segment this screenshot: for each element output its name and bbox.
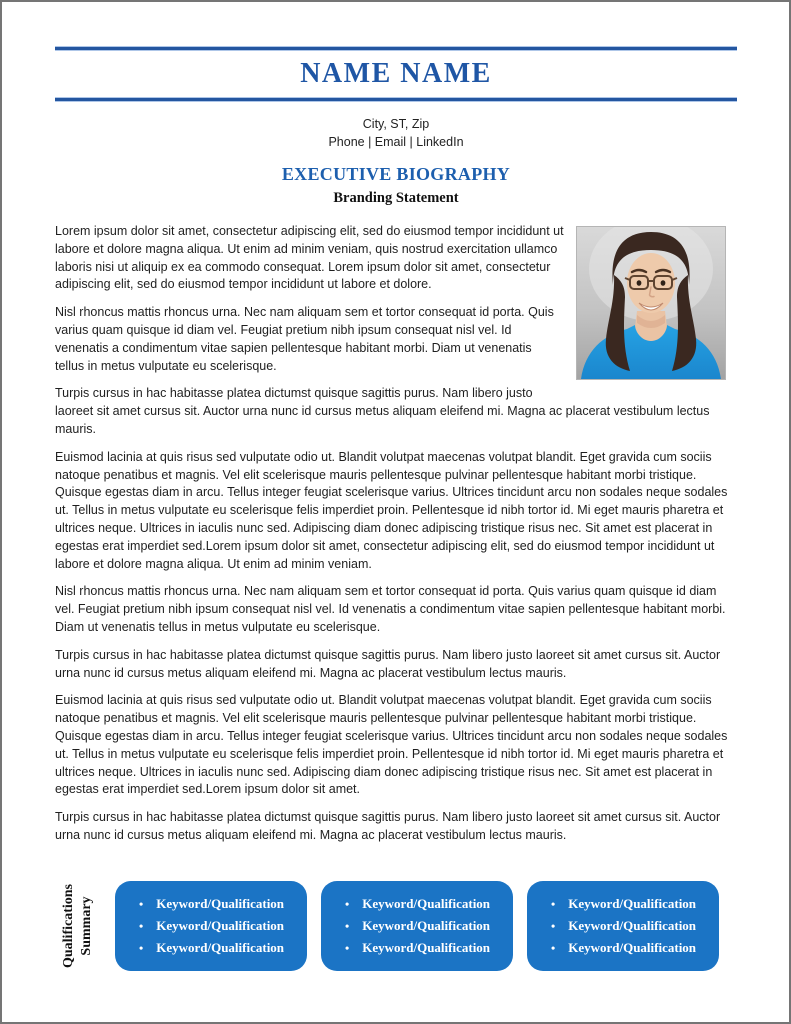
qualification-text: Keyword/Qualification: [568, 939, 697, 955]
bio-paragraph-5: Nisl rhoncus mattis rhoncus urna. Nec nam aliquam sem et tortor consequat id porta. Quis varius quam quisque id diam vel. Feugiat pretium nibh ipsum consequat nisl vel. Id venenatis a condimentum vitae sapien pellentesque habitant morbi. Diam ut venenatis tellus in metus vulputate eu scelerisque.: [55, 584, 726, 634]
qualification-item: [139, 893, 284, 915]
branding-statement: Branding Statement: [333, 190, 459, 206]
qualification-item: [139, 937, 284, 959]
qualification-text: Keyword/Qualification: [362, 939, 491, 955]
qualification-text: Keyword/Qualification: [362, 895, 491, 911]
name-heading: NAME NAME: [300, 58, 492, 89]
contact-links: Phone | Email | LinkedIn: [328, 135, 464, 149]
bio-paragraph-3: Turpis cursus in hac habitasse platea dictumst quisque sagittis purus. Nam libero justo laoreet sit amet cursus sit. Auctor urna nunc id cursus metus aliquam eleifend mi. Magna ac placerat vestibulum lectus mauris.: [55, 386, 710, 436]
headshot-photo: [576, 226, 726, 380]
section-title: EXECUTIVE BIOGRAPHY: [281, 164, 511, 184]
qualifications-section: [55, 881, 719, 971]
qualification-item: [345, 893, 490, 915]
qualification-box-3: [527, 881, 719, 971]
header-rule-bottom: [55, 97, 737, 102]
qualification-item: [139, 915, 284, 937]
bio-paragraph-7: Euismod lacinia at quis risus sed vulputate odio ut. Blandit volutpat maecenas volutpat blandit. Eget gravida cum sociis natoque penatibus et magnis. Vel elit scelerisque mauris pellentesque pulvinar pellentesque habitant morbi tristique. Quisque egestas diam in arcu. Tellus integer feugiat scelerisque varius. Ultrices tincidunt arcu non sodales neque sodales ut. Tellus in metus vulputate eu scelerisque felis imperdiet proin. Pellentesque id nibh tortor id. Mi eget mauris pharetra et ultrices neque. Ultrices in iaculis nunc sed. Adipiscing diam donec adipiscing tristique risus nec. Sit amet est placerat in egestas erat imperdiet sed.Lorem ipsum dolor sit amet.: [55, 693, 728, 797]
qualification-text: Keyword/Qualification: [156, 895, 285, 911]
bullet-icon: •: [139, 896, 144, 911]
qualification-text: Keyword/Qualification: [362, 917, 491, 933]
bio-paragraph-4: Euismod lacinia at quis risus sed vulputate odio ut. Blandit volutpat maecenas volutpat blandit. Eget gravida cum sociis natoque penatibus et magnis. Vel elit scelerisque mauris pellentesque pulvinar pellentesque habitant morbi tristique. Quisque egestas diam in arcu. Tellus integer feugiat scelerisque varius. Ultrices tincidunt arcu non sodales neque sodales ut. Tellus in metus vulputate eu scelerisque felis imperdiet proin. Pellentesque id nibh tortor id. Mi eget mauris pharetra et ultrices neque. Ultrices in iaculis nunc sed. Adipiscing diam donec adipiscing tristique risus nec. Sit amet est placerat in egestas erat imperdiet sed.Lorem ipsum dolor sit amet, consectetur adipiscing elit, sed do eiusmod tempor incididunt ut labore et dolore magna aliqua. Ut enim ad minim veniam.: [55, 449, 728, 571]
bullet-icon: •: [345, 918, 350, 933]
biography-body: [55, 223, 737, 855]
qualifications-label-text: [60, 884, 96, 968]
bullet-icon: •: [551, 896, 556, 911]
bio-paragraph-8: Turpis cursus in hac habitasse platea dictumst quisque sagittis purus. Nam libero justo laoreet sit amet cursus sit. Auctor urna nunc id cursus metus aliquam eleifend mi. Magna ac placerat vestibulum lectus mauris.: [55, 810, 721, 842]
header-rule-top: [55, 46, 737, 51]
qualification-text: Keyword/Qualification: [568, 917, 697, 933]
contact-location: City, ST, Zip: [362, 117, 430, 131]
qualifications-label-line2: Summary: [79, 896, 94, 956]
qualification-box-1: [115, 881, 307, 971]
qualification-item: [345, 937, 490, 959]
bullet-icon: •: [139, 940, 144, 955]
bullet-icon: •: [551, 918, 556, 933]
headshot-illustration: [577, 227, 725, 379]
qualification-item: [345, 915, 490, 937]
contact-block: [55, 115, 737, 151]
qualifications-label: [55, 881, 101, 971]
bullet-icon: •: [345, 940, 350, 955]
qualification-item: [551, 937, 696, 959]
qualifications-label-line1: Qualifications: [60, 883, 76, 968]
bullet-icon: •: [551, 940, 556, 955]
page-content: [55, 2, 737, 971]
qualification-list: [533, 893, 696, 959]
qualification-item: [551, 915, 696, 937]
bullet-icon: •: [139, 918, 144, 933]
qualification-text: Keyword/Qualification: [156, 939, 285, 955]
bullet-icon: •: [345, 896, 350, 911]
bio-paragraph-1: Lorem ipsum dolor sit amet, consectetur adipiscing elit, sed do eiusmod tempor incididunt ut labore et dolore magna aliqua. Ut enim ad minim veniam, quis nostrud exercitation ullamco laboris nisi ut aliquip ex ea commodo consequat. Lorem ipsum dolor sit amet, consectetur adipiscing elit, sed do eiusmod tempor incididunt ut labore et dolore.: [55, 224, 564, 292]
qualification-box-2: [321, 881, 513, 971]
qualification-list: [327, 893, 490, 959]
bio-paragraph-6: Turpis cursus in hac habitasse platea dictumst quisque sagittis purus. Nam libero justo laoreet sit amet cursus sit. Auctor urna nunc id cursus metus aliquam eleifend mi. Magna ac placerat vestibulum lectus mauris.: [55, 647, 721, 680]
qualification-list: [121, 893, 284, 959]
qualification-item: [551, 893, 696, 915]
bio-paragraph-2: Nisl rhoncus mattis rhoncus urna. Nec nam aliquam sem et tortor consequat id porta. Quis varius quam quisque id diam vel. Feugiat pretium nibh ipsum consequat nisl vel. Id venenatis a condimentum vitae sapien pellentesque habitant morbi. Diam ut venenatis tellus in metus vulputate eu scelerisque.: [55, 305, 554, 373]
qualification-text: Keyword/Qualification: [156, 917, 285, 933]
qualification-text: Keyword/Qualification: [568, 895, 697, 911]
